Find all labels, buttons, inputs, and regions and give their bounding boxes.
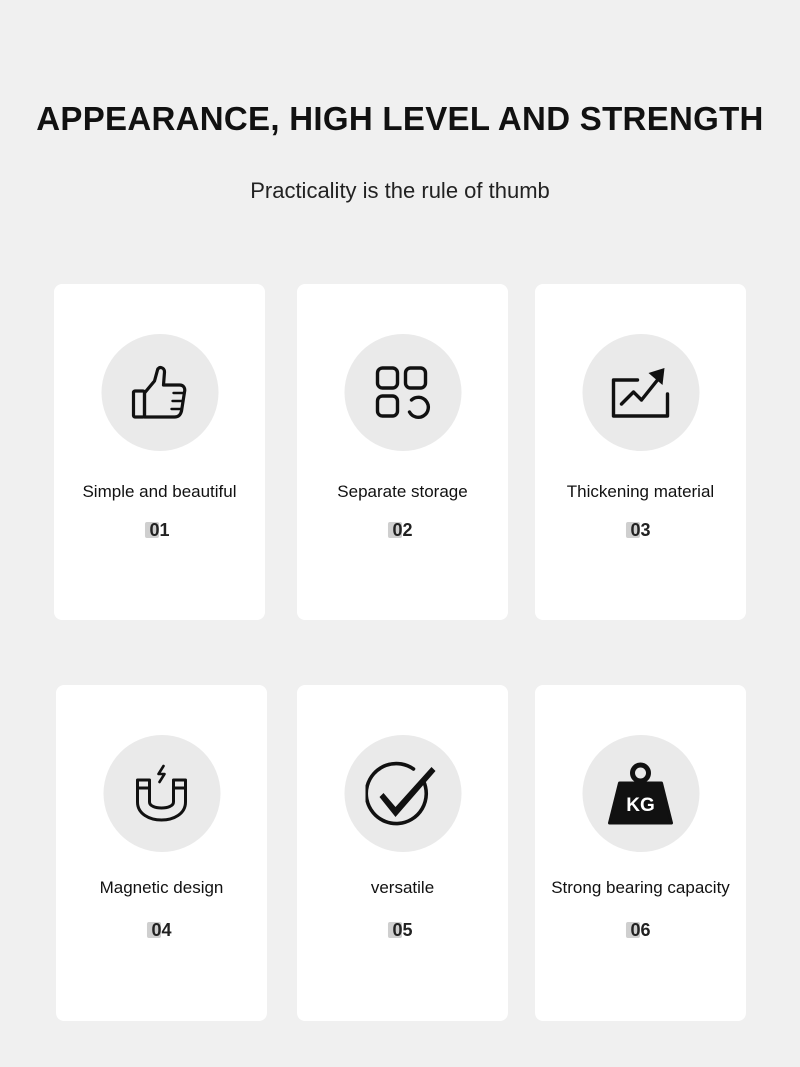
feature-card-simple-beautiful [54, 284, 265, 620]
feature-label: Thickening material [566, 482, 715, 501]
feature-label: versatile [370, 878, 435, 897]
feature-card-thickening-material [535, 284, 746, 620]
feature-number: 01 [149, 520, 170, 540]
magnet-icon [103, 735, 220, 852]
feature-number: 05 [392, 920, 413, 940]
feature-number: 02 [392, 520, 413, 540]
feature-label: Magnetic design [99, 878, 224, 897]
feature-card-strong-bearing [535, 685, 746, 1021]
grid-storage-icon [344, 334, 461, 451]
kg-weight-icon [582, 735, 699, 852]
feature-card-separate-storage [297, 284, 508, 620]
feature-label: Separate storage [337, 482, 468, 501]
feature-number: 06 [630, 920, 651, 940]
kg-text: KG [626, 794, 655, 816]
feature-card-magnetic-design [56, 685, 267, 1021]
feature-card-versatile [297, 685, 508, 1021]
feature-label: Strong bearing capacity [551, 878, 730, 897]
feature-number: 03 [630, 520, 651, 540]
thumbs-up-icon [101, 334, 218, 451]
page-subtitle: Practicality is the rule of thumb [250, 178, 550, 203]
feature-number: 04 [151, 920, 172, 940]
checkmark-icon [344, 735, 461, 852]
trend-chart-icon [582, 334, 699, 451]
page-title: APPEARANCE, HIGH LEVEL AND STRENGTH [36, 100, 764, 137]
feature-label: Simple and beautiful [82, 482, 237, 501]
